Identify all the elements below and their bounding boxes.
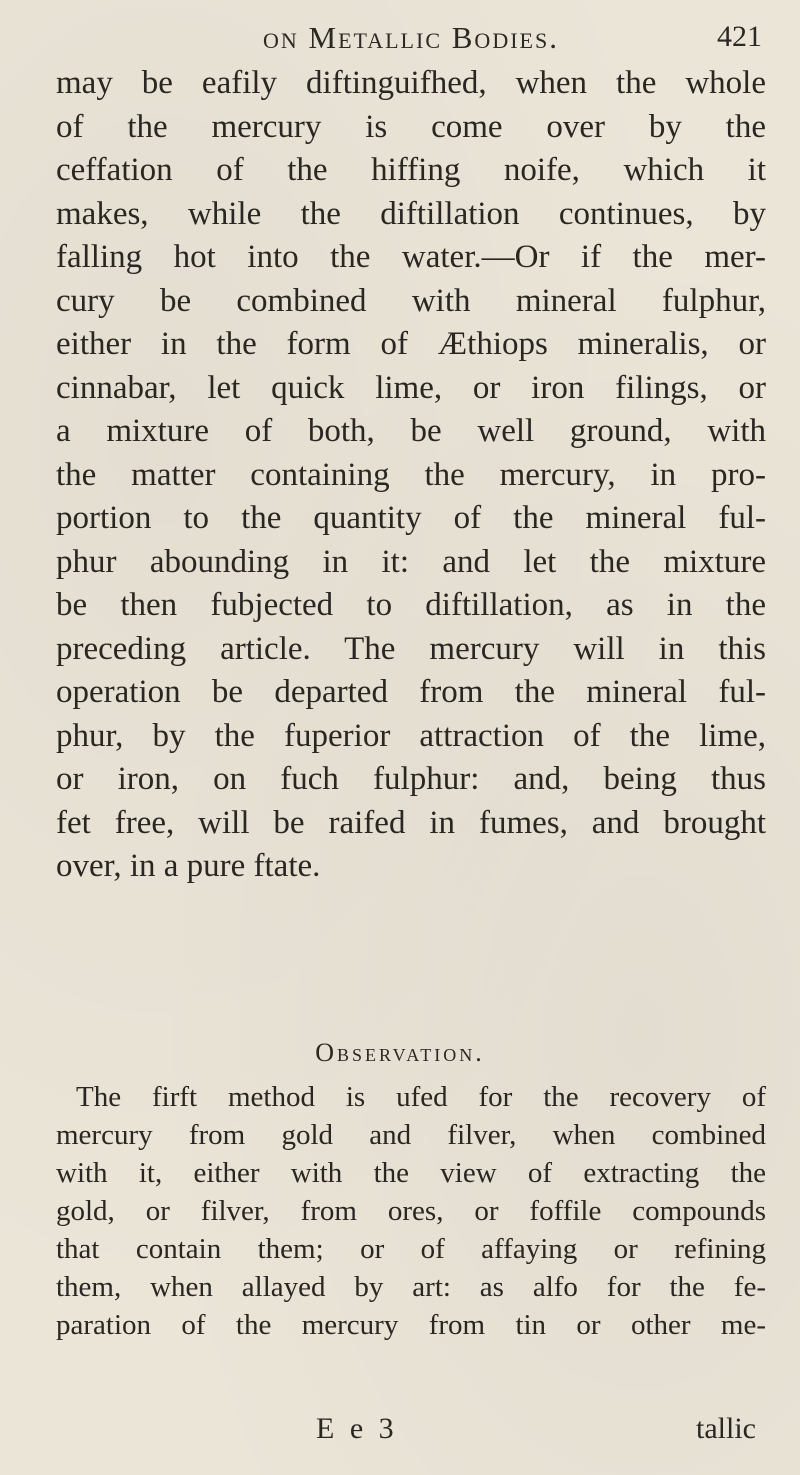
text-line: or iron, on fuch fulphur: and, being thus [56, 761, 766, 797]
text-line: over, in a pure ftate. [56, 848, 321, 884]
body-text [56, 62, 766, 889]
observation-line: that contain them; or of affaying or refining [56, 1233, 766, 1265]
text-line: preceding article. The mercury will in this [56, 630, 766, 667]
text-line: of the mercury is come over by the [56, 108, 766, 145]
signature-mark: E e 3 [316, 1412, 398, 1445]
text-line: falling hot into the water.—Or if the mer- [56, 239, 766, 275]
text-line: a mixture of both, be well ground, with [56, 413, 766, 449]
text-line: makes, while the diftillation continues, by [56, 195, 766, 232]
text-line: be then fubjected to diftillation, as in the [56, 587, 766, 623]
observation-line: with it, either with the view of extracting the [56, 1157, 766, 1189]
text-line: operation be departed from the mineral ful- [56, 674, 766, 710]
observation-line: paration of the mercury from tin or other me- [56, 1309, 766, 1341]
observation-line: them, when allayed by art: as alfo for the fe- [56, 1271, 766, 1303]
observation-line: The firft method is ufed for the recovery of [76, 1081, 766, 1113]
text-line: may be eafily diftinguifhed, when the whole [56, 65, 766, 101]
running-title: on Metallic Bodies. [263, 20, 559, 55]
text-line: ceffation of the hiffing noife, which it [56, 152, 766, 188]
observation-line: mercury from gold and filver, when combined [56, 1119, 766, 1151]
text-line: phur, by the fuperior attraction of the lime, [56, 717, 766, 754]
page-number: 421 [717, 20, 762, 53]
catchword: tallic [696, 1412, 756, 1445]
observation-heading: Observation. [315, 1038, 485, 1067]
text-line: cinnabar, let quick lime, or iron filings, or [56, 369, 766, 406]
text-line: portion to the quantity of the mineral ful- [56, 500, 766, 536]
observation-line: gold, or filver, from ores, or foffile compounds [56, 1195, 766, 1227]
text-line: the matter containing the mercury, in pro- [56, 456, 766, 493]
text-line: phur abounding in it: and let the mixture [56, 543, 766, 580]
observation-text [56, 1078, 766, 1344]
text-line: fet free, will be raifed in fumes, and brought [56, 804, 766, 841]
running-head [60, 20, 762, 60]
page-footer [56, 1412, 766, 1452]
text-line: cury be combined with mineral fulphur, [56, 282, 766, 319]
text-line: either in the form of Æthiops mineralis, or [56, 326, 766, 362]
